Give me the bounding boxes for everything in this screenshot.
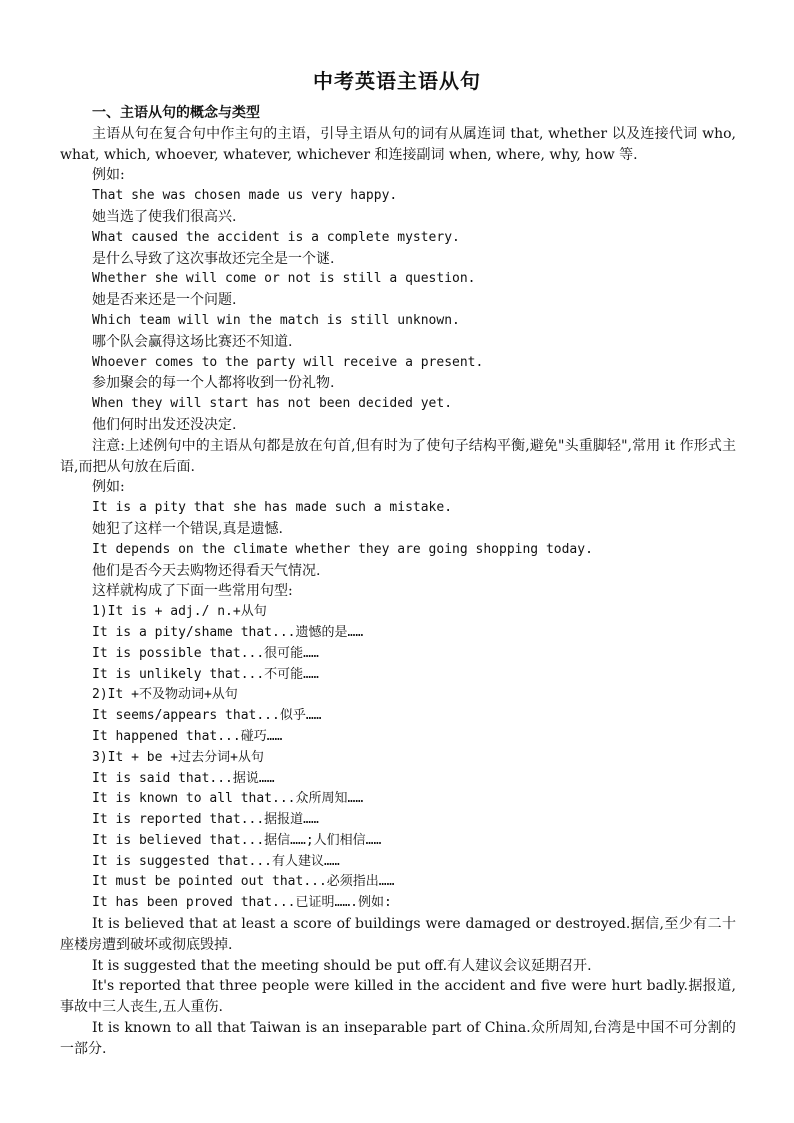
- pattern-item: It seems/appears that...似乎……: [92, 708, 322, 724]
- section-heading: 一、主语从句的概念与类型: [92, 105, 260, 121]
- example-en: Whether she will come or not is still a question.: [92, 271, 476, 287]
- pattern-item-tail: 例如:: [357, 895, 392, 911]
- pattern-item: [60, 893, 736, 914]
- final-example: It's reported that three people were killed in the accident and five were hurt badly.据报道,事故中三人丧生,五人重伤.: [60, 978, 736, 1016]
- example-zh: 她是否来还是一个问题.: [92, 292, 237, 309]
- pattern-item: It is suggested that...有人建议……: [92, 853, 340, 869]
- example-label: 例如:: [92, 479, 125, 496]
- pattern-item-text: It has been proved that...已证明…….: [92, 895, 358, 911]
- example-zh: 是什么导致了这次事故还完全是一个谜.: [92, 250, 335, 267]
- example-en: It is a pity that she has made such a mistake.: [92, 500, 453, 516]
- example-zh: 参加聚会的每一个人都将收到一份礼物.: [92, 375, 335, 392]
- pattern-item: It is unlikely that...不可能……: [92, 666, 319, 682]
- example-zh: 她犯了这样一个错误,真是遗憾.: [92, 520, 283, 537]
- pattern-heading: 3)It + be +过去分词+从句: [92, 749, 264, 765]
- example-en: Whoever comes to the party will receive a present.: [92, 354, 484, 370]
- pattern-heading: 1)It is + adj./ n.+从句: [92, 604, 267, 620]
- example-en: That she was chosen made us very happy.: [92, 188, 398, 204]
- note-paragraph: 注意:上述例句中的主语从句都是放在句首,但有时为了使句子结构平衡,避免"头重脚轻",常用 it 作形式主语,而把从句放在后面.: [60, 437, 736, 475]
- example-en: It depends on the climate whether they are going shopping today.: [92, 541, 593, 557]
- final-example: It is believed that at least a score of buildings were damaged or destroyed.据信,至少有二十座楼房遭到破坏或彻底毁掉.: [60, 916, 736, 953]
- intro-paragraph: 主语从句在复合句中作主句的主语，引导主语从句的词有从属连词 that, whether 以及连接代词 who, what, which, whoever, whatever, whichever 和连接副词 when, where, why, how 等.: [60, 125, 741, 163]
- pattern-item: It is known to all that...众所周知……: [92, 791, 364, 807]
- pattern-item: It must be pointed out that...必须指出……: [92, 874, 395, 890]
- pattern-item: It is possible that...很可能……: [92, 645, 319, 661]
- example-label: 例如:: [92, 167, 125, 184]
- example-zh: 他们是否今天去购物还得看天气情况.: [92, 562, 321, 579]
- pattern-item: It happened that...碰巧……: [92, 728, 283, 744]
- pattern-item: It is said that...据说……: [92, 770, 275, 786]
- document-body: [60, 103, 741, 1060]
- example-zh: 哪个队会赢得这场比赛还不知道.: [92, 333, 293, 350]
- final-example: It is suggested that the meeting should be put off.有人建议会议延期召开.: [92, 957, 592, 974]
- example-en: When they will start has not been decided yet.: [92, 396, 453, 412]
- final-example: It is known to all that Taiwan is an inseparable part of China.众所周知,台湾是中国不可分割的一部分.: [60, 1020, 736, 1057]
- example-zh: 她当选了使我们很高兴.: [92, 208, 237, 225]
- example-en: Which team will win the match is still unknown.: [92, 312, 460, 328]
- pattern-item: It is reported that...据报道……: [92, 812, 319, 828]
- pattern-heading: 2)It +不及物动词+从句: [92, 687, 238, 703]
- pattern-item: It is believed that...据信……;人们相信……: [92, 832, 382, 848]
- example-en: What caused the accident is a complete mystery.: [92, 229, 460, 245]
- pattern-item: It is a pity/shame that...遗憾的是……: [92, 624, 364, 640]
- page-title: 中考英语主语从句: [313, 69, 481, 93]
- example-zh: 他们何时出发还没决定.: [92, 416, 237, 433]
- patterns-intro: 这样就构成了下面一些常用句型:: [92, 583, 293, 600]
